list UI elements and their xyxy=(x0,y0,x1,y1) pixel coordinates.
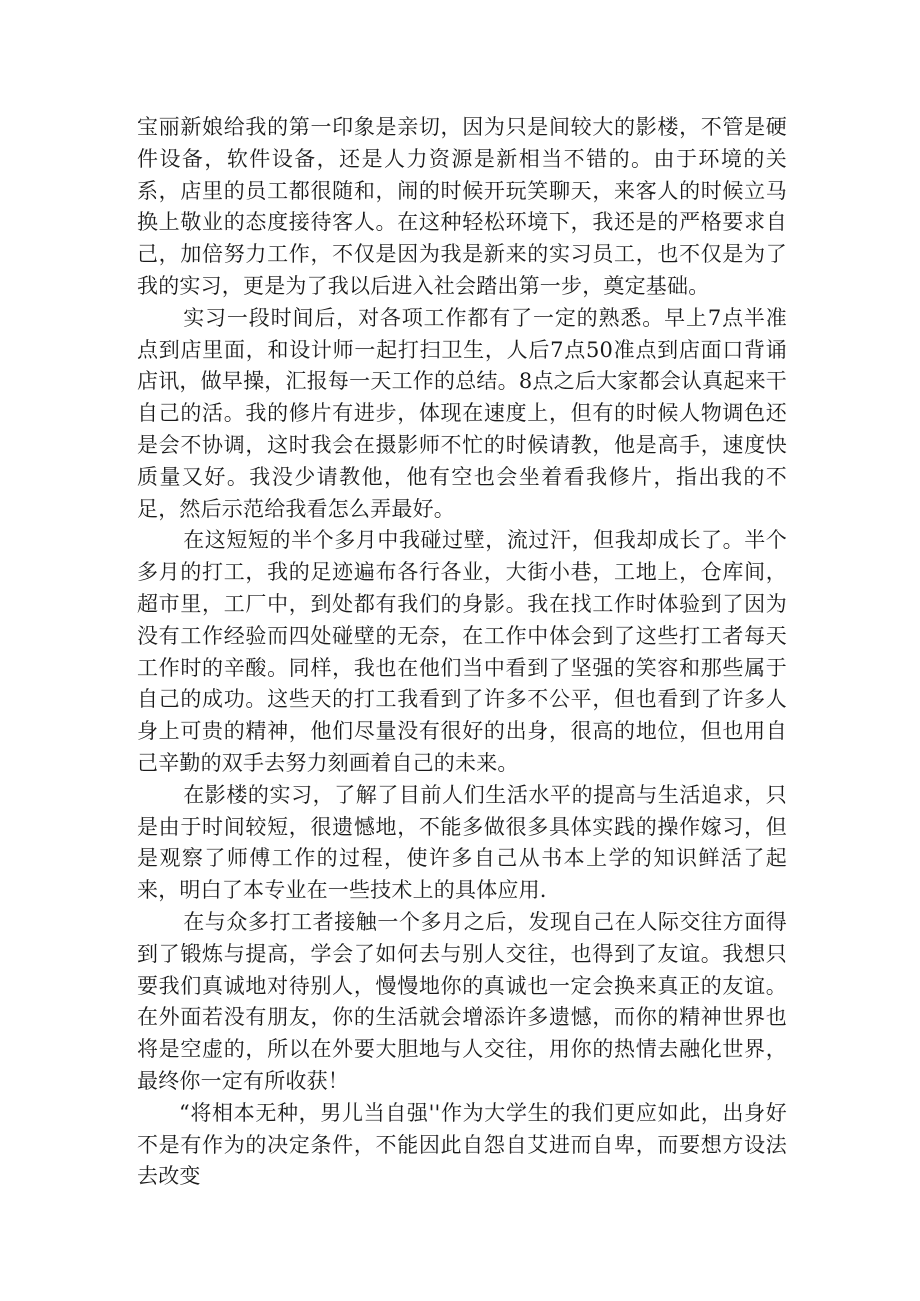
paragraph-5: 在与众多打工者接触一个多月之后，发现自己在人际交往方面得到了锻炼与提高，学会了如何去与别人交往，也得到了友谊。我想只要我们真诚地对待别人，慢慢地你的真诚也一定会换来真正的友谊。在外面若没有朋友，你的生活就会增添许多遗憾，而你的精神世界也将是空虚的，所以在外要大胆地与人交往，用你的热情去融化世界，最终你一定有所收获！ xyxy=(137,909,787,1093)
paragraph-2: 实习一段时间后，对各项工作都有了一定的熟悉。早上7点半准点到店里面，和设计师一起打扫卫生，人后7点50准点到店面口背诵店讯，做早操，汇报每一天工作的总结。8点之后大家都会认真起来干自己的活。我的修片有进步，体现在速度上，但有的时候人物调色还是会不协调，这时我会在摄影师不忙的时候请教，他是高手，速度快质量又好。我没少请教他，他有空也会坐着看我修片，指出我的不足，然后示范给我看怎么弄最好。 xyxy=(137,305,787,521)
paragraph-4: 在影楼的实习，了解了目前人们生活水平的提高与生活追求，只是由于时间较短，很遗憾地，不能多做很多具体实践的操作嫁习，但是观察了师傅工作的过程，使许多自己从书本上学的知识鲜活了起来，明白了本专业在一些技术上的具体应用. xyxy=(137,782,787,903)
paragraph-6: “将相本无种，男儿当自强''作为大学生的我们更应如此，出身好不是有作为的决定条件，不能因此自怨自艾进而自卑，而要想方设法去改变 xyxy=(137,1100,787,1189)
body-text xyxy=(137,112,787,1193)
paragraph-1: 宝丽新娘给我的第一印象是亲切，因为只是间较大的影楼，不管是硬件设备，软件设备，还是人力资源是新相当不错的。由于环境的关系，店里的员工都很随和，闹的时候开玩笑聊天，来客人的时候立马换上敬业的态度接待客人。在这种轻松环境下，我还是的严格要求自己，加倍努力工作，不仅是因为我是新来的实习员工，也不仅是为了我的实习，更是为了我以后进入社会踏出第一步，奠定基础。 xyxy=(137,115,787,298)
paragraph-3: 在这短短的半个多月中我碰过壁，流过汗，但我却成长了。半个多月的打工，我的足迹遍布各行各业，大街小巷，工地上，仓库间，超市里，工厂中，到处都有我们的身影。我在找工作时体验到了因为没有工作经验而四处碰壁的无奈，在工作中体会到了这些打工者每天工作时的辛酸。同样，我也在他们当中看到了坚强的笑容和那些属于自己的成功。这些天的打工我看到了许多不公平，但也看到了许多人身上可贵的精神，他们尽量没有很好的出身，很高的地位，但也用自己辛勤的双手去努力刻画着自己的未来。 xyxy=(137,528,787,775)
